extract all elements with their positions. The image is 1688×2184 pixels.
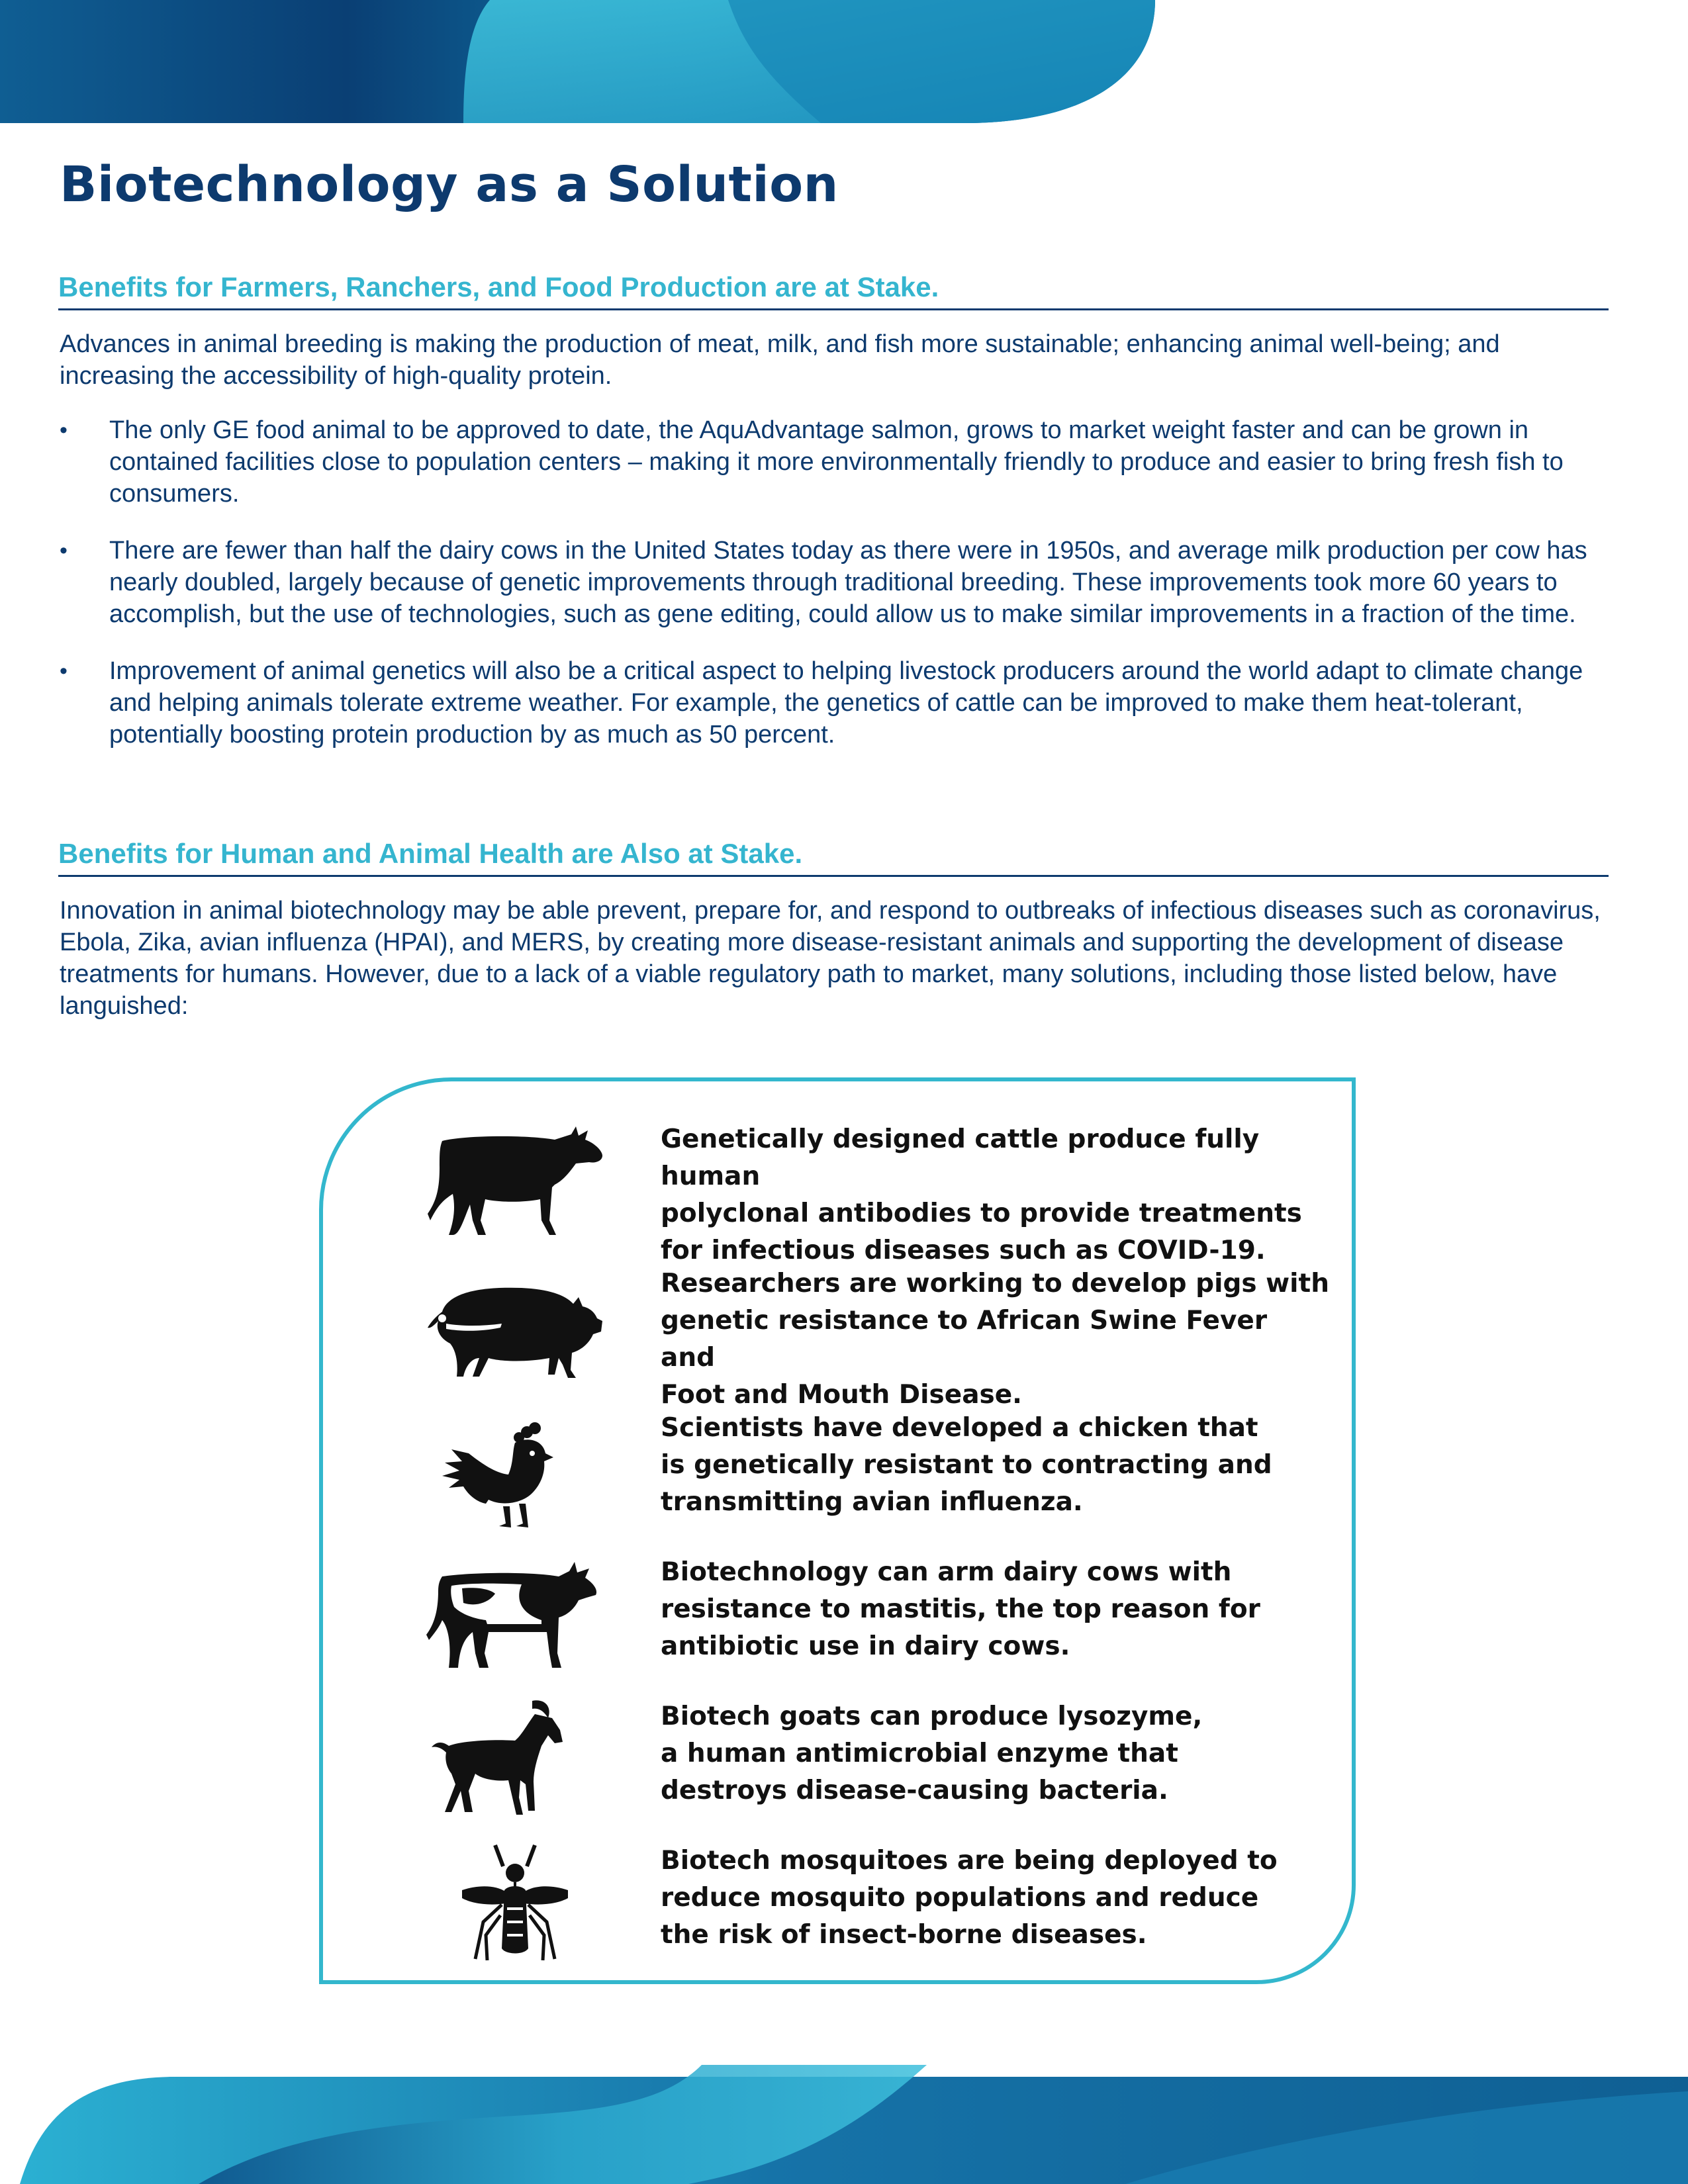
animal-row-mosquito — [323, 1843, 1352, 1968]
goat-icon — [422, 1698, 608, 1824]
benefits-bullet-list — [60, 414, 1622, 776]
animal-description — [661, 1121, 1329, 1269]
animal-row-dairy-cow — [323, 1554, 1352, 1680]
text-line: Biotech goats can produce lysozyme, — [661, 1702, 1203, 1731]
text-line: genetic resistance to African Swine Fever and — [661, 1306, 1268, 1373]
top-banner — [0, 0, 1688, 123]
text-line: is genetically resistant to contracting and — [661, 1450, 1272, 1480]
bullet-icon: • — [60, 418, 68, 443]
text-line: transmitting avian influenza. — [661, 1487, 1083, 1517]
section-heading-health: Benefits for Human and Animal Health are Also at Stake. — [58, 838, 1609, 877]
animal-row-chicken — [323, 1410, 1352, 1535]
animal-description — [661, 1265, 1329, 1414]
section-intro-health: Innovation in animal biotechnology may be able prevent, prepare for, and respond to outbreaks of infectious diseases such as coronavirus, Ebola, Zika, avian influenza (HPAI), and MERS, by creating more disease-resistant animals and supporting the development of disease treatments for humans. However, due to a lack of a viable regulatory path to market, many solutions, including those listed below, have languished: — [60, 897, 1601, 1020]
cattle-icon — [422, 1121, 608, 1247]
animal-row-goat — [323, 1698, 1352, 1824]
animal-description — [661, 1554, 1329, 1665]
bullet-item — [60, 655, 1622, 751]
pig-icon — [422, 1265, 608, 1391]
text-line: Genetically designed cattle produce fully human — [661, 1124, 1260, 1191]
text-line: a human antimicrobial enzyme that — [661, 1739, 1178, 1768]
animal-description — [661, 1410, 1329, 1521]
text-line: for infectious diseases such as COVID-19. — [661, 1236, 1266, 1265]
bullet-text: The only GE food animal to be approved to date, the AquAdvantage salmon, grows to market weight faster and can be grown in contained facilities close to population centers – making it more environmentally friendly to produce and easier to bring fresh fish to consumers. — [109, 416, 1564, 508]
chicken-icon — [422, 1410, 608, 1535]
text-line: resistance to mastitis, the top reason for — [661, 1594, 1260, 1624]
bottom-banner — [0, 2065, 1688, 2184]
text-line: Biotechnology can arm dairy cows with — [661, 1557, 1232, 1587]
text-line: the risk of insect-borne diseases. — [661, 1920, 1147, 1950]
page-title: Biotechnology as a Solution — [60, 156, 839, 213]
bullet-item — [60, 414, 1622, 510]
section-intro-food-production: Advances in animal breeding is making the production of meat, milk, and fish more sustainable; enhancing animal well-being; and increasing the accessibility of high-quality protein. — [60, 330, 1500, 390]
bullet-icon: • — [60, 659, 68, 684]
animal-row-cattle — [323, 1121, 1352, 1265]
bullet-text: Improvement of animal genetics will also be a critical aspect to helping livestock producers around the world adapt to climate change and helping animals tolerate extreme weather. For example, the genetics of cattle can be improved to make them heat-tolerant, potentially boosting protein production by as much as 50 percent. — [109, 657, 1583, 749]
text-line: antibiotic use in dairy cows. — [661, 1631, 1070, 1661]
text-line: Researchers are working to develop pigs with — [661, 1269, 1329, 1298]
mosquito-icon — [422, 1843, 608, 1968]
bullet-icon: • — [60, 538, 68, 563]
text-line: reduce mosquito populations and reduce — [661, 1883, 1259, 1913]
text-line: polyclonal antibodies to provide treatments — [661, 1199, 1302, 1228]
bullet-text: There are fewer than half the dairy cows in the United States today as there were in 1950s, and average milk production per cow has nearly doubled, largely because of genetic improvements through traditional breeding. These improvements took more 60 years to accomplish, but the use of technologies, such as gene editing, could allow us to make similar improvements in a fraction of the time. — [109, 537, 1587, 628]
animal-description — [661, 1843, 1329, 1954]
text-line: Scientists have developed a chicken that — [661, 1413, 1258, 1443]
dairy-cow-icon — [422, 1554, 608, 1680]
section-heading-food-production: Benefits for Farmers, Ranchers, and Food Production are at Stake. — [58, 271, 1609, 310]
text-line: Foot and Mouth Disease. — [661, 1380, 1022, 1410]
text-line: Biotech mosquitoes are being deployed to — [661, 1846, 1278, 1876]
animal-row-pig — [323, 1265, 1352, 1410]
bullet-item — [60, 535, 1622, 630]
text-line: destroys disease-causing bacteria. — [661, 1776, 1168, 1805]
animal-description — [661, 1698, 1329, 1809]
animal-solutions-box — [319, 1077, 1356, 1984]
